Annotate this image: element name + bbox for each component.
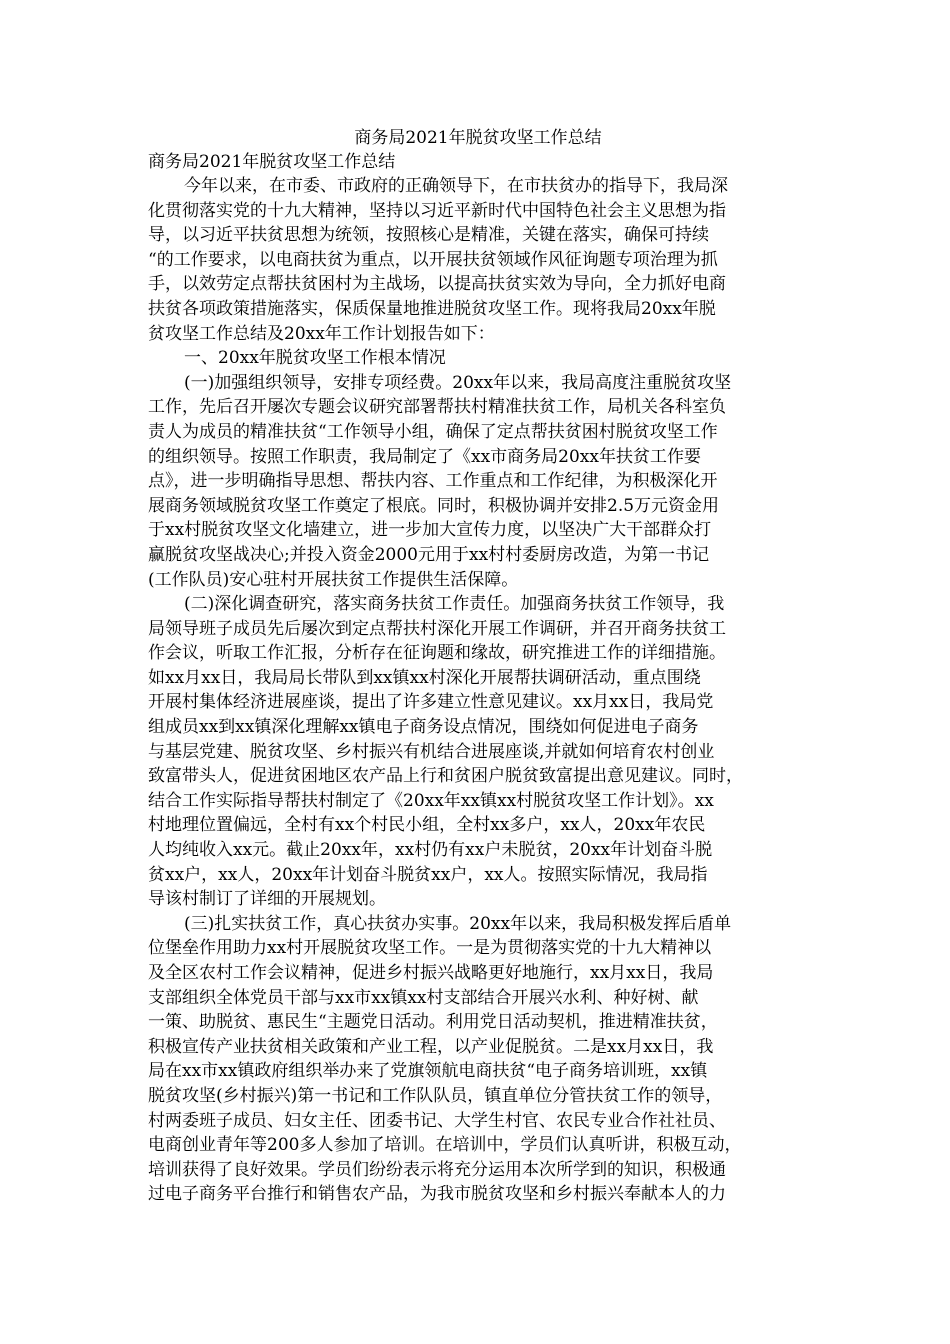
text-line: 责人为成员的精准扶贫“工作领导小组，确保了定点帮扶贫困村脱贫攻坚工作	[148, 421, 718, 442]
text-line: 局领导班子成员先后屡次到定点帮扶村深化开展工作调研，并召开商务扶贫工	[148, 618, 726, 639]
text-line: 支部组织全体党员干部与xx市xx镇xx村支部结合开展兴水利、种好树、献	[148, 987, 699, 1008]
text-line: (三)扎实扶贫工作，真心扶贫办实事。20xx年以来，我局积极发挥后盾单	[184, 913, 732, 934]
text-line: 电商创业青年等200多人参加了培训。在培训中，学员们认真听讲，积极互动，	[148, 1135, 742, 1156]
text-line: 过电子商务平台推行和销售农产品，为我市脱贫攻坚和乡村振兴奉献本人的力	[148, 1184, 726, 1205]
text-line: 化贯彻落实党的十九大精神，坚持以习近平新时代中国特色社会主义思想为指	[148, 200, 726, 221]
document-subtitle: 商务局2021年脱贫攻坚工作总结	[148, 152, 396, 172]
paragraph	[148, 174, 808, 346]
text-line: 于xx村脱贫攻坚文化墙建立，进一步加大宣传力度，以坚决广大干部群众打	[148, 520, 712, 541]
text-line: 作会议，听取工作汇报，分析存在征询题和缘故，研究推进工作的详细措施。	[148, 643, 726, 664]
document-title: 商务局2021年脱贫攻坚工作总结	[354, 128, 602, 148]
text-line: 导该村制订了详细的开展规划。	[148, 889, 386, 910]
text-line: 脱贫攻坚(乡村振兴)第一书记和工作队队员，镇直单位分管扶贫工作的领导，	[148, 1085, 723, 1106]
paragraph	[148, 592, 808, 912]
text-line: 局在xx市xx镇政府组织举办来了党旗领航电商扶贫“电子商务培训班，xx镇	[148, 1061, 708, 1082]
document-page	[148, 126, 808, 1207]
text-line: 开展村集体经济进展座谈，提出了许多建立性意见建议。xx月xx日，我局党	[148, 692, 714, 713]
text-line: 的组织领导。按照工作职责，我局制定了《xx市商务局20xx年扶贫工作要	[148, 446, 701, 467]
text-line: 一、20xx年脱贫攻坚工作根本情况	[184, 348, 446, 369]
text-line: 致富带头人，促进贫困地区农产品上行和贫困户脱贫致富提出意见建议。同时，	[148, 766, 743, 787]
text-line: 村地理位置偏远，全村有xx个村民小组，全村xx多户，xx人，20xx年农民	[148, 815, 706, 836]
text-line: 一策、助脱贫、惠民生“主题党日活动。利用党日活动契机，推进精准扶贫，	[148, 1012, 718, 1033]
text-line: 培训获得了良好效果。学员们纷纷表示将充分运用本次所学到的知识，积极通	[148, 1159, 726, 1180]
text-line: (二)深化调查研究，落实商务扶贫工作责任。加强商务扶贫工作领导，我	[184, 594, 725, 615]
text-line: 贫攻坚工作总结及20xx年工作计划报告如下：	[148, 323, 495, 344]
text-line: 与基层党建、脱贫攻坚、乡村振兴有机结合进展座谈,并就如何培育农村创业	[148, 741, 715, 762]
text-line: 今年以来，在市委、市政府的正确领导下，在市扶贫办的指导下，我局深	[184, 176, 728, 196]
text-line: (工作队员)安心驻村开展扶贫工作提供生活保障。	[148, 569, 519, 590]
paragraph	[148, 371, 808, 592]
text-line: 如xx月xx日，我局局长带队到xx镇xx村深化开展帮扶调研活动，重点围绕	[148, 667, 701, 688]
text-line: 手，以效劳定点帮扶贫困村为主战场，以提高扶贫实效为导向，全力抓好电商	[148, 274, 726, 295]
text-line: (一)加强组织领导，安排专项经费。20xx年以来，我局高度注重脱贫攻坚	[184, 372, 732, 393]
text-line: 贫xx户，xx人，20xx年计划奋斗脱贫xx户，xx人。按照实际情况，我局指	[148, 864, 708, 885]
text-line: 位堡垒作用助力xx村开展脱贫攻坚工作。一是为贯彻落实党的十九大精神以	[148, 938, 712, 959]
text-line: 结合工作实际指导帮扶村制定了《20xx年xx镇xx村脱贫攻坚工作计划》。xx	[148, 790, 714, 811]
text-line: 导，以习近平扶贫思想为统领，按照核心是精准，关键在落实，确保可持续	[148, 225, 709, 246]
text-line: “的工作要求，以电商扶贫为重点，以开展扶贫领域作风征询题专项治理为抓	[148, 249, 718, 270]
paragraph	[148, 346, 808, 371]
text-line: 组成员xx到xx镇深化理解xx镇电子商务设点情况，围绕如何促进电子商务	[148, 717, 699, 738]
text-line: 及全区农村工作会议精神，促进乡村振兴战略更好地施行，xx月xx日，我局	[148, 963, 714, 983]
text-line: 工作，先后召开屡次专题会议研究部署帮扶村精准扶贫工作，局机关各科室负	[148, 397, 726, 418]
text-line: 展商务领域脱贫攻坚工作奠定了根底。同时，积极协调并安排2.5万元资金用	[148, 495, 720, 516]
paragraph	[148, 912, 808, 1207]
text-line: 赢脱贫攻坚战决心;并投入资金2000元用于xx村村委厨房改造，为第一书记	[148, 544, 710, 565]
text-line: 积极宣传产业扶贫相关政策和产业工程，以产业促脱贫。二是xx月xx日，我	[148, 1036, 714, 1057]
text-line: 村两委班子成员、妇女主任、团委书记、大学生村官、农民专业合作社社员、	[148, 1110, 726, 1131]
text-line: 点》，进一步明确指导思想、帮扶内容、工作重点和工作纪律，为积极深化开	[148, 471, 718, 492]
document-body	[148, 174, 808, 1207]
text-line: 扶贫各项政策措施落实，保质保量地推进脱贫攻坚工作。现将我局20xx年脱	[148, 298, 716, 319]
text-line: 人均纯收入xx元。截止20xx年，xx村仍有xx户未脱贫，20xx年计划奋斗脱	[148, 840, 713, 861]
